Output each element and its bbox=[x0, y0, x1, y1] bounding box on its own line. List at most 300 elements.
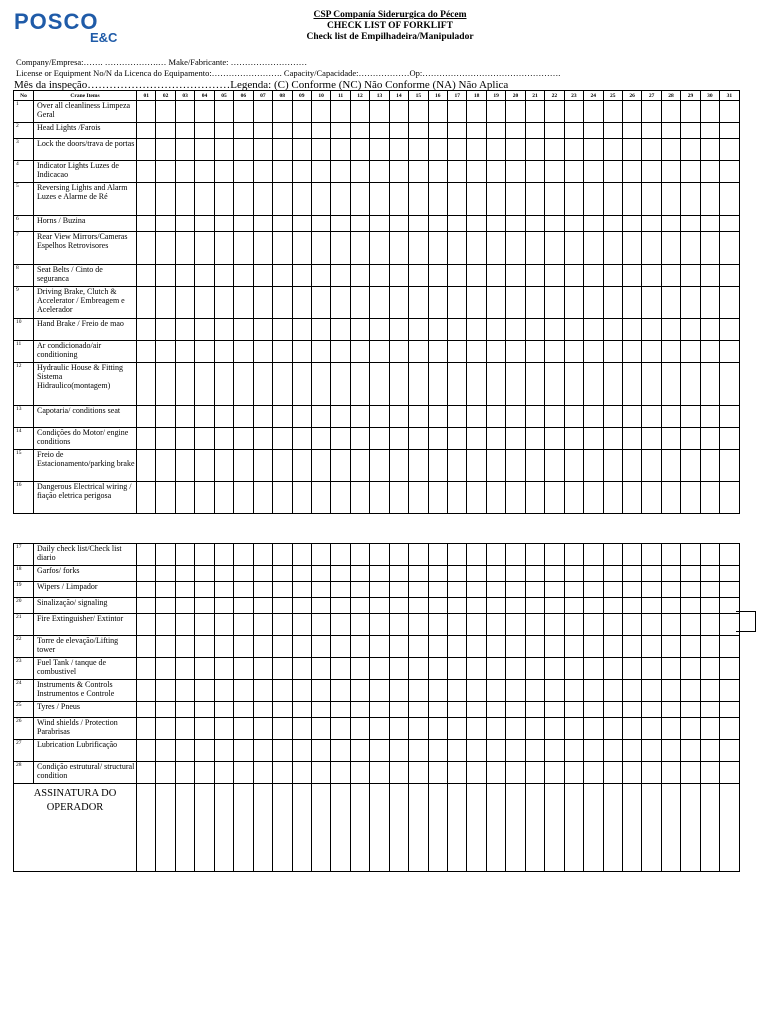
day-check-cell[interactable] bbox=[311, 265, 330, 287]
day-check-cell[interactable] bbox=[389, 544, 408, 566]
signature-cell[interactable] bbox=[467, 784, 486, 872]
day-check-cell[interactable] bbox=[545, 161, 564, 183]
day-check-cell[interactable] bbox=[409, 363, 428, 406]
day-check-cell[interactable] bbox=[428, 762, 447, 784]
signature-cell[interactable] bbox=[506, 784, 525, 872]
day-check-cell[interactable] bbox=[486, 614, 505, 636]
day-check-cell[interactable] bbox=[311, 566, 330, 582]
day-check-cell[interactable] bbox=[156, 319, 175, 341]
day-check-cell[interactable] bbox=[253, 363, 272, 406]
day-check-cell[interactable] bbox=[467, 740, 486, 762]
day-check-cell[interactable] bbox=[156, 183, 175, 216]
day-check-cell[interactable] bbox=[195, 363, 214, 406]
day-check-cell[interactable] bbox=[311, 139, 330, 161]
day-check-cell[interactable] bbox=[525, 482, 544, 514]
day-check-cell[interactable] bbox=[137, 702, 156, 718]
day-check-cell[interactable] bbox=[545, 101, 564, 123]
day-check-cell[interactable] bbox=[370, 232, 389, 265]
day-check-cell[interactable] bbox=[448, 598, 467, 614]
day-check-cell[interactable] bbox=[292, 762, 311, 784]
day-check-cell[interactable] bbox=[234, 183, 253, 216]
day-check-cell[interactable] bbox=[331, 428, 350, 450]
day-check-cell[interactable] bbox=[350, 101, 369, 123]
day-check-cell[interactable] bbox=[311, 183, 330, 216]
day-check-cell[interactable] bbox=[564, 139, 583, 161]
day-check-cell[interactable] bbox=[564, 566, 583, 582]
day-check-cell[interactable] bbox=[525, 614, 544, 636]
day-check-cell[interactable] bbox=[467, 482, 486, 514]
day-check-cell[interactable] bbox=[311, 614, 330, 636]
day-check-cell[interactable] bbox=[273, 658, 292, 680]
day-check-cell[interactable] bbox=[175, 450, 194, 482]
day-check-cell[interactable] bbox=[700, 341, 719, 363]
day-check-cell[interactable] bbox=[564, 718, 583, 740]
day-check-cell[interactable] bbox=[389, 718, 408, 740]
day-check-cell[interactable] bbox=[545, 428, 564, 450]
day-check-cell[interactable] bbox=[292, 319, 311, 341]
day-check-cell[interactable] bbox=[681, 101, 700, 123]
day-check-cell[interactable] bbox=[350, 702, 369, 718]
day-check-cell[interactable] bbox=[214, 598, 233, 614]
day-check-cell[interactable] bbox=[428, 232, 447, 265]
day-check-cell[interactable] bbox=[642, 566, 661, 582]
day-check-cell[interactable] bbox=[253, 232, 272, 265]
day-check-cell[interactable] bbox=[467, 718, 486, 740]
day-check-cell[interactable] bbox=[175, 658, 194, 680]
day-check-cell[interactable] bbox=[661, 161, 680, 183]
day-check-cell[interactable] bbox=[253, 544, 272, 566]
day-check-cell[interactable] bbox=[311, 482, 330, 514]
day-check-cell[interactable] bbox=[525, 341, 544, 363]
day-check-cell[interactable] bbox=[622, 406, 641, 428]
day-check-cell[interactable] bbox=[622, 582, 641, 598]
day-check-cell[interactable] bbox=[292, 614, 311, 636]
day-check-cell[interactable] bbox=[370, 450, 389, 482]
day-check-cell[interactable] bbox=[195, 216, 214, 232]
day-check-cell[interactable] bbox=[292, 636, 311, 658]
day-check-cell[interactable] bbox=[700, 428, 719, 450]
day-check-cell[interactable] bbox=[137, 428, 156, 450]
day-check-cell[interactable] bbox=[350, 718, 369, 740]
day-check-cell[interactable] bbox=[214, 636, 233, 658]
day-check-cell[interactable] bbox=[311, 598, 330, 614]
day-check-cell[interactable] bbox=[234, 680, 253, 702]
day-check-cell[interactable] bbox=[720, 566, 739, 582]
day-check-cell[interactable] bbox=[545, 406, 564, 428]
day-check-cell[interactable] bbox=[661, 544, 680, 566]
day-check-cell[interactable] bbox=[311, 658, 330, 680]
day-check-cell[interactable] bbox=[234, 718, 253, 740]
day-check-cell[interactable] bbox=[311, 406, 330, 428]
day-check-cell[interactable] bbox=[389, 341, 408, 363]
day-check-cell[interactable] bbox=[389, 482, 408, 514]
day-check-cell[interactable] bbox=[175, 287, 194, 319]
day-check-cell[interactable] bbox=[661, 598, 680, 614]
day-check-cell[interactable] bbox=[661, 101, 680, 123]
day-check-cell[interactable] bbox=[389, 428, 408, 450]
day-check-cell[interactable] bbox=[700, 161, 719, 183]
day-check-cell[interactable] bbox=[273, 216, 292, 232]
day-check-cell[interactable] bbox=[661, 123, 680, 139]
day-check-cell[interactable] bbox=[622, 232, 641, 265]
day-check-cell[interactable] bbox=[584, 544, 603, 566]
day-check-cell[interactable] bbox=[448, 680, 467, 702]
day-check-cell[interactable] bbox=[137, 232, 156, 265]
signature-cell[interactable] bbox=[156, 784, 175, 872]
day-check-cell[interactable] bbox=[137, 406, 156, 428]
day-check-cell[interactable] bbox=[720, 101, 739, 123]
day-check-cell[interactable] bbox=[253, 582, 272, 598]
day-check-cell[interactable] bbox=[253, 740, 272, 762]
day-check-cell[interactable] bbox=[214, 482, 233, 514]
day-check-cell[interactable] bbox=[214, 740, 233, 762]
day-check-cell[interactable] bbox=[350, 161, 369, 183]
day-check-cell[interactable] bbox=[448, 614, 467, 636]
day-check-cell[interactable] bbox=[428, 183, 447, 216]
day-check-cell[interactable] bbox=[525, 718, 544, 740]
day-check-cell[interactable] bbox=[350, 680, 369, 702]
day-check-cell[interactable] bbox=[506, 216, 525, 232]
day-check-cell[interactable] bbox=[642, 482, 661, 514]
day-check-cell[interactable] bbox=[700, 740, 719, 762]
day-check-cell[interactable] bbox=[584, 450, 603, 482]
day-check-cell[interactable] bbox=[642, 598, 661, 614]
day-check-cell[interactable] bbox=[137, 482, 156, 514]
day-check-cell[interactable] bbox=[525, 363, 544, 406]
day-check-cell[interactable] bbox=[448, 740, 467, 762]
day-check-cell[interactable] bbox=[525, 582, 544, 598]
day-check-cell[interactable] bbox=[448, 363, 467, 406]
day-check-cell[interactable] bbox=[156, 718, 175, 740]
day-check-cell[interactable] bbox=[156, 139, 175, 161]
day-check-cell[interactable] bbox=[273, 123, 292, 139]
day-check-cell[interactable] bbox=[681, 614, 700, 636]
day-check-cell[interactable] bbox=[720, 450, 739, 482]
day-check-cell[interactable] bbox=[584, 680, 603, 702]
day-check-cell[interactable] bbox=[545, 680, 564, 702]
day-check-cell[interactable] bbox=[292, 183, 311, 216]
day-check-cell[interactable] bbox=[700, 680, 719, 702]
day-check-cell[interactable] bbox=[389, 287, 408, 319]
day-check-cell[interactable] bbox=[195, 161, 214, 183]
day-check-cell[interactable] bbox=[642, 319, 661, 341]
day-check-cell[interactable] bbox=[603, 614, 622, 636]
day-check-cell[interactable] bbox=[389, 680, 408, 702]
day-check-cell[interactable] bbox=[156, 363, 175, 406]
day-check-cell[interactable] bbox=[545, 582, 564, 598]
day-check-cell[interactable] bbox=[681, 406, 700, 428]
day-check-cell[interactable] bbox=[720, 544, 739, 566]
day-check-cell[interactable] bbox=[506, 265, 525, 287]
signature-cell[interactable] bbox=[448, 784, 467, 872]
day-check-cell[interactable] bbox=[195, 658, 214, 680]
day-check-cell[interactable] bbox=[720, 183, 739, 216]
day-check-cell[interactable] bbox=[292, 450, 311, 482]
day-check-cell[interactable] bbox=[720, 582, 739, 598]
day-check-cell[interactable] bbox=[642, 216, 661, 232]
day-check-cell[interactable] bbox=[661, 680, 680, 702]
day-check-cell[interactable] bbox=[448, 544, 467, 566]
day-check-cell[interactable] bbox=[253, 183, 272, 216]
day-check-cell[interactable] bbox=[545, 544, 564, 566]
day-check-cell[interactable] bbox=[506, 702, 525, 718]
day-check-cell[interactable] bbox=[564, 123, 583, 139]
day-check-cell[interactable] bbox=[311, 101, 330, 123]
day-check-cell[interactable] bbox=[681, 598, 700, 614]
day-check-cell[interactable] bbox=[622, 161, 641, 183]
day-check-cell[interactable] bbox=[661, 614, 680, 636]
day-check-cell[interactable] bbox=[175, 582, 194, 598]
day-check-cell[interactable] bbox=[622, 123, 641, 139]
day-check-cell[interactable] bbox=[564, 428, 583, 450]
signature-cell[interactable] bbox=[311, 784, 330, 872]
day-check-cell[interactable] bbox=[525, 636, 544, 658]
day-check-cell[interactable] bbox=[584, 762, 603, 784]
day-check-cell[interactable] bbox=[584, 183, 603, 216]
day-check-cell[interactable] bbox=[603, 139, 622, 161]
day-check-cell[interactable] bbox=[273, 183, 292, 216]
day-check-cell[interactable] bbox=[331, 658, 350, 680]
day-check-cell[interactable] bbox=[389, 101, 408, 123]
day-check-cell[interactable] bbox=[486, 598, 505, 614]
day-check-cell[interactable] bbox=[642, 658, 661, 680]
day-check-cell[interactable] bbox=[389, 183, 408, 216]
day-check-cell[interactable] bbox=[642, 123, 661, 139]
day-check-cell[interactable] bbox=[428, 123, 447, 139]
day-check-cell[interactable] bbox=[137, 658, 156, 680]
day-check-cell[interactable] bbox=[350, 363, 369, 406]
day-check-cell[interactable] bbox=[156, 232, 175, 265]
day-check-cell[interactable] bbox=[214, 450, 233, 482]
day-check-cell[interactable] bbox=[234, 123, 253, 139]
day-check-cell[interactable] bbox=[195, 139, 214, 161]
day-check-cell[interactable] bbox=[720, 740, 739, 762]
day-check-cell[interactable] bbox=[525, 428, 544, 450]
day-check-cell[interactable] bbox=[370, 680, 389, 702]
day-check-cell[interactable] bbox=[370, 216, 389, 232]
day-check-cell[interactable] bbox=[545, 265, 564, 287]
day-check-cell[interactable] bbox=[253, 718, 272, 740]
day-check-cell[interactable] bbox=[175, 101, 194, 123]
day-check-cell[interactable] bbox=[525, 139, 544, 161]
day-check-cell[interactable] bbox=[175, 341, 194, 363]
day-check-cell[interactable] bbox=[545, 123, 564, 139]
day-check-cell[interactable] bbox=[370, 582, 389, 598]
day-check-cell[interactable] bbox=[409, 718, 428, 740]
day-check-cell[interactable] bbox=[467, 658, 486, 680]
day-check-cell[interactable] bbox=[486, 183, 505, 216]
day-check-cell[interactable] bbox=[195, 636, 214, 658]
day-check-cell[interactable] bbox=[234, 428, 253, 450]
day-check-cell[interactable] bbox=[467, 428, 486, 450]
day-check-cell[interactable] bbox=[331, 265, 350, 287]
day-check-cell[interactable] bbox=[389, 566, 408, 582]
day-check-cell[interactable] bbox=[564, 680, 583, 702]
day-check-cell[interactable] bbox=[253, 762, 272, 784]
day-check-cell[interactable] bbox=[234, 740, 253, 762]
day-check-cell[interactable] bbox=[564, 614, 583, 636]
day-check-cell[interactable] bbox=[370, 319, 389, 341]
day-check-cell[interactable] bbox=[681, 718, 700, 740]
day-check-cell[interactable] bbox=[370, 123, 389, 139]
day-check-cell[interactable] bbox=[467, 123, 486, 139]
day-check-cell[interactable] bbox=[389, 216, 408, 232]
day-check-cell[interactable] bbox=[506, 406, 525, 428]
day-check-cell[interactable] bbox=[311, 636, 330, 658]
day-check-cell[interactable] bbox=[234, 216, 253, 232]
day-check-cell[interactable] bbox=[253, 123, 272, 139]
day-check-cell[interactable] bbox=[506, 566, 525, 582]
day-check-cell[interactable] bbox=[700, 482, 719, 514]
day-check-cell[interactable] bbox=[700, 702, 719, 718]
day-check-cell[interactable] bbox=[486, 287, 505, 319]
day-check-cell[interactable] bbox=[720, 265, 739, 287]
day-check-cell[interactable] bbox=[622, 101, 641, 123]
day-check-cell[interactable] bbox=[622, 636, 641, 658]
day-check-cell[interactable] bbox=[292, 341, 311, 363]
day-check-cell[interactable] bbox=[467, 582, 486, 598]
day-check-cell[interactable] bbox=[311, 680, 330, 702]
day-check-cell[interactable] bbox=[486, 161, 505, 183]
day-check-cell[interactable] bbox=[156, 428, 175, 450]
day-check-cell[interactable] bbox=[350, 658, 369, 680]
day-check-cell[interactable] bbox=[467, 450, 486, 482]
day-check-cell[interactable] bbox=[195, 740, 214, 762]
day-check-cell[interactable] bbox=[681, 428, 700, 450]
day-check-cell[interactable] bbox=[525, 319, 544, 341]
day-check-cell[interactable] bbox=[195, 101, 214, 123]
day-check-cell[interactable] bbox=[311, 232, 330, 265]
day-check-cell[interactable] bbox=[584, 363, 603, 406]
day-check-cell[interactable] bbox=[350, 232, 369, 265]
day-check-cell[interactable] bbox=[409, 598, 428, 614]
day-check-cell[interactable] bbox=[409, 762, 428, 784]
day-check-cell[interactable] bbox=[409, 702, 428, 718]
day-check-cell[interactable] bbox=[545, 614, 564, 636]
day-check-cell[interactable] bbox=[506, 582, 525, 598]
day-check-cell[interactable] bbox=[486, 232, 505, 265]
day-check-cell[interactable] bbox=[506, 544, 525, 566]
day-check-cell[interactable] bbox=[331, 161, 350, 183]
day-check-cell[interactable] bbox=[486, 363, 505, 406]
day-check-cell[interactable] bbox=[642, 287, 661, 319]
day-check-cell[interactable] bbox=[331, 123, 350, 139]
day-check-cell[interactable] bbox=[448, 161, 467, 183]
day-check-cell[interactable] bbox=[389, 598, 408, 614]
day-check-cell[interactable] bbox=[350, 183, 369, 216]
day-check-cell[interactable] bbox=[214, 341, 233, 363]
day-check-cell[interactable] bbox=[350, 614, 369, 636]
day-check-cell[interactable] bbox=[642, 183, 661, 216]
day-check-cell[interactable] bbox=[273, 139, 292, 161]
day-check-cell[interactable] bbox=[253, 287, 272, 319]
day-check-cell[interactable] bbox=[428, 450, 447, 482]
day-check-cell[interactable] bbox=[700, 762, 719, 784]
day-check-cell[interactable] bbox=[603, 450, 622, 482]
day-check-cell[interactable] bbox=[622, 718, 641, 740]
day-check-cell[interactable] bbox=[584, 702, 603, 718]
day-check-cell[interactable] bbox=[156, 450, 175, 482]
day-check-cell[interactable] bbox=[720, 363, 739, 406]
signature-cell[interactable] bbox=[642, 784, 661, 872]
day-check-cell[interactable] bbox=[350, 482, 369, 514]
day-check-cell[interactable] bbox=[234, 101, 253, 123]
day-check-cell[interactable] bbox=[720, 762, 739, 784]
day-check-cell[interactable] bbox=[273, 319, 292, 341]
day-check-cell[interactable] bbox=[409, 265, 428, 287]
day-check-cell[interactable] bbox=[661, 216, 680, 232]
day-check-cell[interactable] bbox=[622, 740, 641, 762]
day-check-cell[interactable] bbox=[661, 566, 680, 582]
day-check-cell[interactable] bbox=[195, 319, 214, 341]
day-check-cell[interactable] bbox=[545, 740, 564, 762]
day-check-cell[interactable] bbox=[603, 123, 622, 139]
day-check-cell[interactable] bbox=[331, 450, 350, 482]
day-check-cell[interactable] bbox=[409, 232, 428, 265]
day-check-cell[interactable] bbox=[642, 265, 661, 287]
day-check-cell[interactable] bbox=[273, 265, 292, 287]
day-check-cell[interactable] bbox=[642, 101, 661, 123]
day-check-cell[interactable] bbox=[486, 319, 505, 341]
day-check-cell[interactable] bbox=[292, 544, 311, 566]
day-check-cell[interactable] bbox=[292, 582, 311, 598]
day-check-cell[interactable] bbox=[564, 450, 583, 482]
day-check-cell[interactable] bbox=[311, 582, 330, 598]
day-check-cell[interactable] bbox=[448, 183, 467, 216]
day-check-cell[interactable] bbox=[253, 680, 272, 702]
day-check-cell[interactable] bbox=[175, 566, 194, 582]
day-check-cell[interactable] bbox=[311, 363, 330, 406]
day-check-cell[interactable] bbox=[525, 598, 544, 614]
day-check-cell[interactable] bbox=[253, 216, 272, 232]
day-check-cell[interactable] bbox=[409, 614, 428, 636]
day-check-cell[interactable] bbox=[564, 740, 583, 762]
day-check-cell[interactable] bbox=[467, 232, 486, 265]
day-check-cell[interactable] bbox=[156, 482, 175, 514]
day-check-cell[interactable] bbox=[311, 718, 330, 740]
day-check-cell[interactable] bbox=[175, 598, 194, 614]
day-check-cell[interactable] bbox=[175, 139, 194, 161]
day-check-cell[interactable] bbox=[428, 265, 447, 287]
day-check-cell[interactable] bbox=[545, 702, 564, 718]
day-check-cell[interactable] bbox=[467, 544, 486, 566]
day-check-cell[interactable] bbox=[720, 216, 739, 232]
day-check-cell[interactable] bbox=[661, 428, 680, 450]
day-check-cell[interactable] bbox=[564, 762, 583, 784]
day-check-cell[interactable] bbox=[331, 544, 350, 566]
day-check-cell[interactable] bbox=[486, 566, 505, 582]
day-check-cell[interactable] bbox=[311, 702, 330, 718]
day-check-cell[interactable] bbox=[156, 762, 175, 784]
day-check-cell[interactable] bbox=[700, 183, 719, 216]
day-check-cell[interactable] bbox=[584, 265, 603, 287]
day-check-cell[interactable] bbox=[603, 598, 622, 614]
day-check-cell[interactable] bbox=[273, 450, 292, 482]
day-check-cell[interactable] bbox=[409, 450, 428, 482]
day-check-cell[interactable] bbox=[195, 702, 214, 718]
day-check-cell[interactable] bbox=[214, 566, 233, 582]
day-check-cell[interactable] bbox=[622, 614, 641, 636]
day-check-cell[interactable] bbox=[253, 265, 272, 287]
day-check-cell[interactable] bbox=[137, 363, 156, 406]
day-check-cell[interactable] bbox=[486, 216, 505, 232]
signature-cell[interactable] bbox=[292, 784, 311, 872]
day-check-cell[interactable] bbox=[156, 702, 175, 718]
day-check-cell[interactable] bbox=[681, 232, 700, 265]
day-check-cell[interactable] bbox=[525, 702, 544, 718]
day-check-cell[interactable] bbox=[409, 482, 428, 514]
day-check-cell[interactable] bbox=[448, 406, 467, 428]
